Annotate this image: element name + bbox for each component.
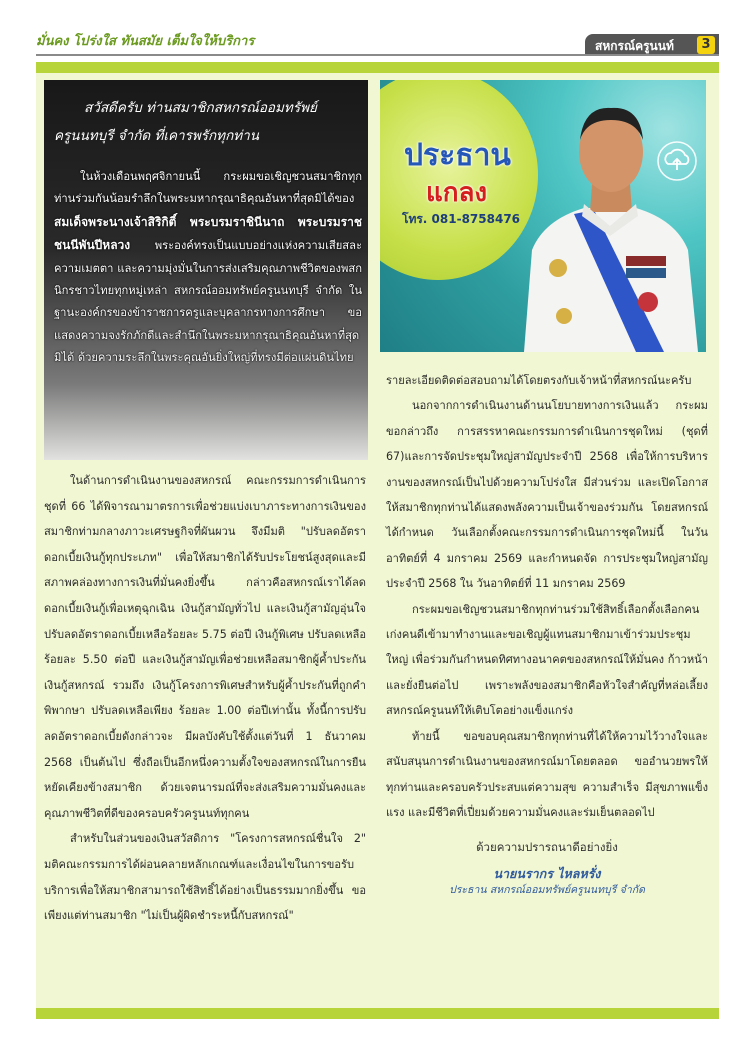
top-accent-strip <box>36 62 719 73</box>
signature-position: ประธาน สหกรณ์ออมทรัพย์ครูนนทบุรี จำกัด <box>449 883 645 896</box>
greeting-line-2: ครูนนทบุรี จำกัด ที่เคารพรักทุกท่าน <box>54 128 259 144</box>
section-tab <box>585 34 719 56</box>
president-title: ประธาน <box>404 138 511 173</box>
intro-highlight: สมเด็จพระนางเจ้าสิริกิติ์ พระบรมราชินีนาถ พระบรมราชชนนีพันปีหลวง <box>54 214 362 253</box>
left-paragraph-2: สำหรับในส่วนของเงินสวัสดิการ "โครงการสหกรณ์ชื่นใจ 2" มติคณะกรรมการได้ผ่อนคลายหลักเกณฑ์และเงื่อนไขในการขอรับบริการเพื่อให้สมาชิกสามารถใช้สิทธิ์ได้อย่างเป็นธรรมมากยิ่งขึ้น ขอเพียงแต่ท่านสมาชิก "ไม่เป็นผู้ผิดชำระหนี้กับสหกรณ์" <box>44 832 366 923</box>
header-rule <box>36 54 719 56</box>
president-portrait <box>514 80 706 352</box>
intro-paragraph <box>54 166 362 370</box>
signature-name: นายนรากร ไหลหรั่ง <box>493 865 601 881</box>
intro-text-2: พระองค์ทรงเป็นแบบอย่างแห่งความเสียสละ ความเมตตา และความมุ่งมั่นในการส่งเสริมคุณภาพชีวิตของพสกนิกรชาวไทยทุกหมู่เหล่า สหกรณ์ออมทรัพย์ครูนนทบุรี จำกัด ในฐานะองค์กรของข้าราชการครูและบุคลากรทางการศึกษา ขอแสดงความจงรักภักดีและสำนึกในพระมหากรุณาธิคุณอันหาที่สุดมิได้ ด้วยความระลึกในพระคุณอันยิ่งใหญ่ที่ทรงมีต่อแผ่นดินไทย <box>54 239 362 365</box>
right-paragraph-4: ท้ายนี้ ขอขอบคุณสมาชิกทุกท่านที่ได้ให้ความไว้วางใจและสนับสนุนการดำเนินงานของสหกรณ์มาโดยตลอด ขออำนวยพรให้ทุกท่านและครอบครัวประสบแต่ความสุข ความสำเร็จ มีสุขภาพแข็งแรง และมีชีวิตที่เปี่ยมด้วยความมั่นคงและร่มเย็นตลอดไป <box>386 729 708 819</box>
right-paragraph-1: รายละเอียดติดต่อสอบถามได้โดยตรงกับเจ้าหน้าที่สหกรณ์นะครับ <box>386 374 692 387</box>
left-column <box>44 468 366 929</box>
intro-text-1: ในห้วงเดือนพฤศจิกายนนี้ กระผมขอเชิญชวนสมาชิกทุกท่านร่วมกันน้อมรำลึกในพระมหากรุณาธิคุณอันหาที่สุดมิได้ของ <box>54 170 362 206</box>
section-name: สหกรณ์ครูนนท์ <box>595 39 674 53</box>
page-number: 3 <box>697 36 715 54</box>
right-paragraph-2: นอกจากการดำเนินงานด้านนโยบายทางการเงินแล้ว กระผมขอกล่าวถึง การสรรหาคณะกรรมการดำเนินการชุดใหม่ (ชุดที่ 67)และการจัดประชุมใหญ่สามัญประจำปี 2568 เพื่อให้การบริหารงานของสหกรณ์เป็นไปด้วยความโปร่งใส มีส่วนร่วม และเปิดโอกาสให้สมาชิกทุกท่านได้แสดงพลังความเป็นเจ้าของร่วมกัน โดยสหกรณ์ได้กำหนด วันเลือกตั้งคณะกรรมการดำเนินการชุดใหม่นี้ ในวันอาทิตย์ที่ 4 มกราคม 2569 และกำหนดจัด การประชุมใหญ่สามัญประจำปี 2568 ใน วันอาทิตย์ที่ 11 มกราคม 2569 <box>386 399 708 591</box>
greeting-line-1: สวัสดีครับ ท่านสมาชิกสหกรณ์ออมทรัพย์ <box>84 100 317 116</box>
right-paragraph-3: กระผมขอเชิญชวนสมาชิกทุกท่านร่วมใช้สิทธิ์เลือกตั้งเลือกคนเก่งคนดีเข้ามาทำงานและขอเชิญผู้แทนสมาชิกมาเข้าร่วมประชุมใหญ่ เพื่อร่วมกันกำหนดทิศทางอนาคตของสหกรณ์ให้มั่นคง ก้าวหน้า และยั่งยืนต่อไป เพราะพลังของสมาชิกคือหัวใจสำคัญที่หล่อเลี้ยงสหกรณ์ครูนนท์ให้เติบโตอย่างแข็งแกร่ง <box>386 602 708 718</box>
intro-box <box>44 80 368 460</box>
slogan: มั่นคง โปร่งใส ทันสมัย เต็มใจให้บริการ <box>36 34 255 49</box>
bottom-accent-strip <box>36 1008 719 1019</box>
greeting <box>54 94 360 150</box>
president-photo-box <box>380 80 706 352</box>
closing-line: ด้วยความปรารถนาดีอย่างยิ่ง <box>476 840 618 855</box>
right-column <box>386 368 708 897</box>
page-header <box>0 0 752 62</box>
president-phone: โทร. 081-8758476 <box>402 212 521 226</box>
president-nickname: แกลง <box>426 178 488 208</box>
left-paragraph-1: ในด้านการดำเนินงานของสหกรณ์ คณะกรรมการดำเนินการชุดที่ 66 ได้พิจารณามาตรการเพื่อช่วยแบ่งเบาภาระทางการเงินของสมาชิกท่ามกลางภาวะเศรษฐกิจที่ผันผวน จึงมีมติ "ปรับลดอัตราดอกเบี้ยเงินกู้ทุกประเภท" เพื่อให้สมาชิกได้รับประโยชน์สูงสุดและมีสภาพคล่องทางการเงินที่มั่นคงยิ่งขึ้น กล่าวคือสหกรณ์เราได้ลดดอกเบี้ยเงินกู้เพื่อเหตุฉุกเฉิน เงินกู้สามัญทั่วไป และเงินกู้สามัญอุ่นใจ ปรับลดอัตราดอกเบี้ยเหลือร้อยละ 5.75 ต่อปี เงินกู้พิเศษ ปรับลดเหลือ ร้อยละ 5.50 ต่อปี และเงินกู้สามัญเพื่อช่วยเหลือสมาชิกผู้ค้ำประกันเงินกู้สหกรณ์ รวมถึง เงินกู้โครงการพิเศษสำหรับผู้ค้ำประกันที่ถูกคำพิพากษา ปรับลดเหลือเพียง ร้อยละ 1.00 ต่อปีเท่านั้น ทั้งนี้การปรับลดอัตราดอกเบี้ยดังกล่าวจะ มีผลบังคับใช้ตั้งแต่วันที่ 1 ธันวาคม 2568 เป็นต้นไป ซึ่งถือเป็นอีกหนึ่งความตั้งใจของสหกรณ์ในการยืนหยัดเคียงข้างสมาชิก ด้วยเจตนารมณ์ที่จะส่งเสริมความมั่นคงและคุณภาพชีวิตที่ดีของครอบครัวครูนนท์ทุกคน <box>44 474 366 820</box>
